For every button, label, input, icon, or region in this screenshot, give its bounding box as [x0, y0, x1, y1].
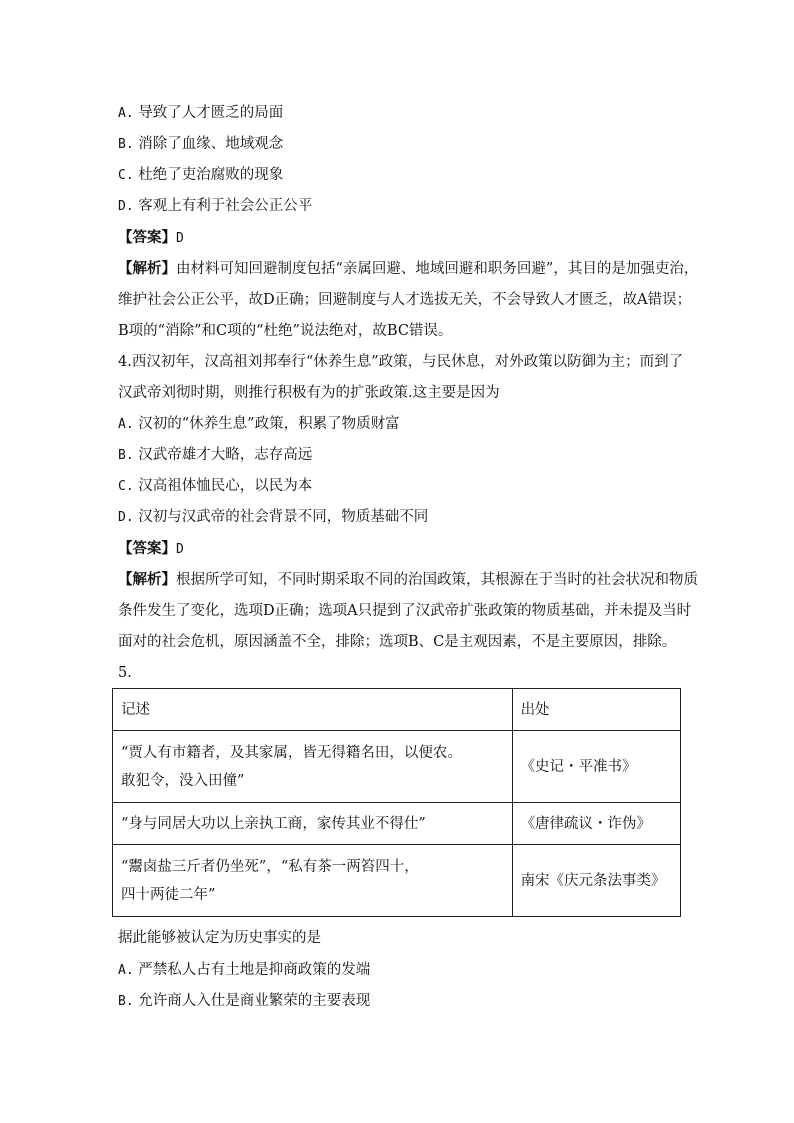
table-cell-record: “鬻卤盐三斤者仍坐死”，“私有茶一两笞四十， 四十两徒二年” [113, 845, 513, 917]
table-cell-record: “身与同居大功以上亲执工商，家传其业不得仕” [113, 803, 513, 845]
q3-answer: 【答案】D [118, 230, 184, 246]
table-cell-record: “贾人有市籍者，及其家属，皆无得籍名田，以便农。 敢犯令，没入田僮” [113, 731, 513, 803]
table-row [113, 731, 681, 803]
table-header-record: 记述 [113, 689, 513, 731]
q4-stem-line-1: 4.西汉初年，汉高祖刘邦奉行“休养生息”政策，与民休息，对外政策以防御为主；而到了 [118, 354, 684, 370]
q4-option-d: D. 汉初与汉武帝的社会背景不同，物质基础不同 [118, 509, 429, 525]
q4-analysis-line-1: 【解析】根据所学可知，不同时期采取不同的治国政策，其根源在于当时的社会状况和物质 [118, 572, 698, 588]
table-cell-source: 南宋《庆元条法事类》 [512, 845, 680, 917]
table-cell-source: 《唐律疏议・诈伪》 [512, 803, 680, 845]
table-header-row [113, 689, 681, 731]
q4-stem-line-2: 汉武帝刘彻时期，则推行积极有为的扩张政策.这主要是因为 [118, 385, 500, 401]
q3-option-a: A. 导致了人才匮乏的局面 [118, 105, 284, 121]
q5-source-table [112, 688, 681, 917]
q3-analysis-line-3: B项的“消除”和C项的“杜绝”说法绝对，故BC错误。 [118, 323, 453, 339]
q3-analysis-line-2: 维护社会公正公平，故D正确；回避制度与人才选拔无关，不会导致人才匮乏，故A错误； [118, 292, 692, 308]
table-row [113, 803, 681, 845]
q5-stem: 据此能够被认定为历史事实的是 [118, 930, 321, 946]
q4-analysis-line-2: 条件发生了变化，选项D正确；选项A只提到了汉武帝扩张政策的物质基础，并未提及当时 [118, 603, 692, 619]
q4-answer: 【答案】D [118, 541, 184, 557]
q3-option-c: C. 杜绝了吏治腐败的现象 [118, 167, 284, 183]
q5-option-b: B. 允许商人入仕是商业繁荣的主要表现 [118, 993, 371, 1009]
q3-option-b: B. 消除了血缘、地域观念 [118, 136, 284, 152]
q5-number: 5. [118, 665, 132, 681]
table-row [113, 845, 681, 917]
q4-analysis-line-3: 面对的社会危机，原因涵盖不全，排除；选项B、C是主观因素，不是主要原因，排除。 [118, 634, 677, 650]
q3-analysis-line-1: 【解析】由材料可知回避制度包括“亲属回避、地域回避和职务回避”，其目的是加强吏治， [118, 261, 699, 277]
q4-option-c: C. 汉高祖体恤民心，以民为本 [118, 478, 313, 494]
q4-option-a: A. 汉初的“休养生息”政策，积累了物质财富 [118, 416, 400, 432]
table-header-source: 出处 [512, 689, 680, 731]
q3-option-d: D. 客观上有利于社会公正公平 [118, 198, 313, 214]
table-cell-source: 《史记・平准书》 [512, 731, 680, 803]
q4-option-b: B. 汉武帝雄才大略，志存高远 [118, 447, 313, 463]
q5-option-a: A. 严禁私人占有土地是抑商政策的发端 [118, 962, 371, 978]
